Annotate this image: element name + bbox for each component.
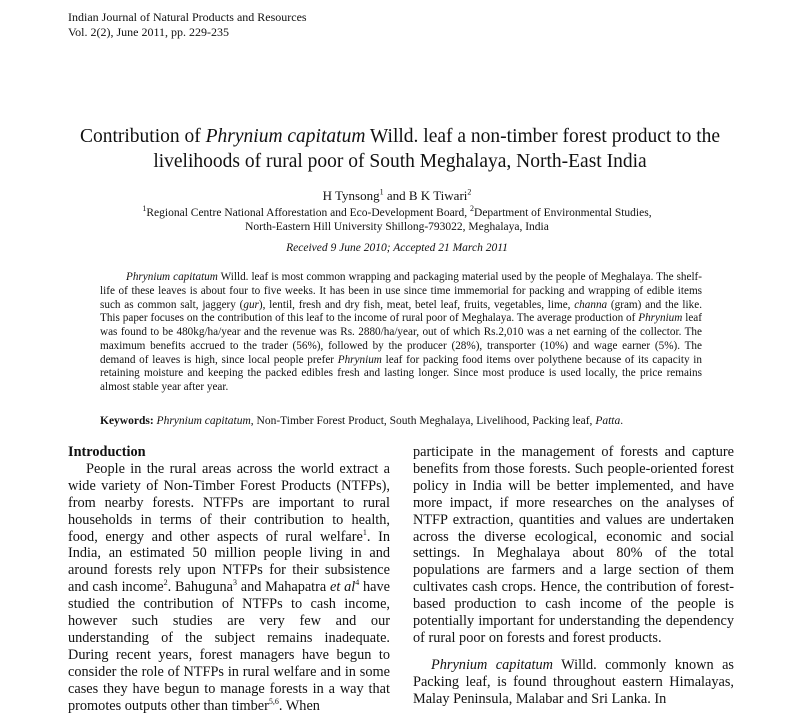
- affil-line-2: North-Eastern Hill University Shillong-793022, Meghalaya, India: [245, 221, 549, 233]
- author-2-sup: 2: [467, 187, 472, 197]
- ref-sup: 4: [355, 578, 360, 588]
- abstract-term: channa: [574, 298, 608, 311]
- author-1-sup: 1: [379, 187, 384, 197]
- title-species: Phrynium capitatum: [205, 126, 366, 147]
- intro-text: . When: [278, 697, 320, 714]
- keyword-patta: Patta: [595, 415, 621, 427]
- right-paragraph-2: [413, 657, 734, 708]
- title-text: Contribution of: [79, 126, 206, 147]
- ref-sup: 2: [163, 578, 168, 588]
- intro-text: . In India, an estimated 50 million people living in and around forests rely upon NTFPs for their subsistence and cash income: [68, 528, 391, 596]
- affil-sup-2: 2: [470, 204, 475, 214]
- keyword-end: .: [620, 415, 624, 427]
- abstract-text: ), lentil, fresh and dry fish, meat, betel leaf, fruits, vegetables, lime,: [258, 298, 575, 311]
- affil-sup-1: 1: [142, 204, 147, 214]
- abstract-species: Phrynium: [638, 312, 683, 325]
- abstract: [100, 271, 702, 395]
- journal-name: Indian Journal of Natural Products and Resources: [68, 10, 307, 24]
- right-column: [413, 444, 734, 708]
- affiliation: [0, 206, 794, 234]
- paper-title: [40, 124, 760, 174]
- ref-sup: 1: [362, 527, 367, 537]
- right-paragraph-1: participate in the management of forests and capture benefits from those forests. Such people-oriented forest policy in India will be better implemented, and have more impact, if more researches on the analyses of NTFP extraction, quantities and values are undertaken across the diverse ecological, economic and social settings. In Meghalaya about 80% of the total populations are farmers and a large section of them cultivates cash crops. Hence, the contribution of forest-based production to cash income of the people is potentially important for understanding the dependency of rural poor on forests and forest products.: [413, 444, 734, 646]
- authors: [0, 188, 794, 204]
- keywords-label: Keywords:: [100, 415, 154, 427]
- abstract-term: gur: [243, 298, 259, 311]
- keyword-species: Phrynium capitatum: [156, 415, 251, 427]
- abstract-species: Phrynium: [337, 353, 382, 366]
- affil-part-2: Department of Environmental Studies,: [474, 207, 652, 219]
- journal-header: [68, 10, 307, 40]
- title-text-rest: Willd. leaf a non-timber forest product to the livelihoods of rural poor of South Meghalaya, North-East India: [153, 126, 721, 172]
- ref-sup: 5,6: [268, 696, 279, 706]
- right-text: Willd. commonly known as Packing leaf, is found throughout eastern Himalayas, Malay Peninsula, Malabar and Sri Lanka. In: [413, 656, 734, 707]
- author-2: B K Tiwari: [408, 188, 468, 203]
- abstract-text: (gram) and the like. This paper focuses on the contribution of this leaf to the income of rural poor of Meghalaya. The average production of: [100, 298, 702, 325]
- keywords: [100, 414, 740, 428]
- intro-etal: et al: [330, 579, 356, 596]
- author-and: and: [383, 188, 409, 203]
- intro-text: . Bahuguna: [167, 579, 233, 596]
- intro-text: have studied the contribution of NTFPs to cash income, however such studies are very few and our understanding of the subject remains inadequate. During recent years, forest managers have begun to consider the role of NTFPs in rural welfare and in some cases they have begun to manage forests in a way that promotes outputs other than timber: [68, 579, 390, 714]
- affil-part-1: Regional Centre National Afforestation and Eco-Development Board,: [146, 207, 471, 219]
- journal-issue: Vol. 2(2), June 2011, pp. 229-235: [68, 25, 229, 39]
- abstract-text: Willd. leaf is most common wrapping and packaging material used by the people of Meghalaya. The shelf-life of these leaves is about four to five weeks. It has been in use since time immemorial for packing and wrapping of edible items such as common salt, jaggery (: [100, 271, 702, 311]
- author-1: H Tynsong: [322, 188, 380, 203]
- ref-sup: 3: [232, 578, 237, 588]
- keyword-list: , Non-Timber Forest Product, South Meghalaya, Livelihood, Packing leaf,: [250, 415, 596, 427]
- paragraph-gap: [413, 647, 734, 657]
- right-species: Phrynium capitatum: [431, 656, 553, 673]
- abstract-species: Phrynium capitatum: [126, 271, 218, 283]
- section-heading-introduction: Introduction: [68, 444, 146, 460]
- intro-text: People in the rural areas across the world extract a wide variety of Non-Timber Forest Products (NTFPs), from nearby forests. NTFPs are important to rural households in terms of their contribution to health, food, energy and other aspects of rural welfare: [68, 460, 390, 545]
- left-column: [68, 444, 390, 715]
- received-dates: Received 9 June 2010; Accepted 21 March 2011: [286, 242, 508, 254]
- abstract-text: leaf was found to be 480kg/ha/year and the revenue was Rs. 2880/ha/year, out of which Rs.2,010 was a net earning of the collector. The maximum benefits accrued to the trader (56%), followed by the producer (28%), transporter (10%) and wage earner (5%). The demand of leaves is high, since local people prefer: [100, 312, 702, 366]
- intro-text: and Mahapatra: [236, 579, 331, 596]
- intro-paragraph: [68, 461, 390, 715]
- abstract-text: leaf for packing food items over polythene because of its capacity in retaining moisture and keeping the packed edibles fresh and lasting longer. Since most produce is used locally, the price remains almost stable year after year.: [100, 353, 702, 393]
